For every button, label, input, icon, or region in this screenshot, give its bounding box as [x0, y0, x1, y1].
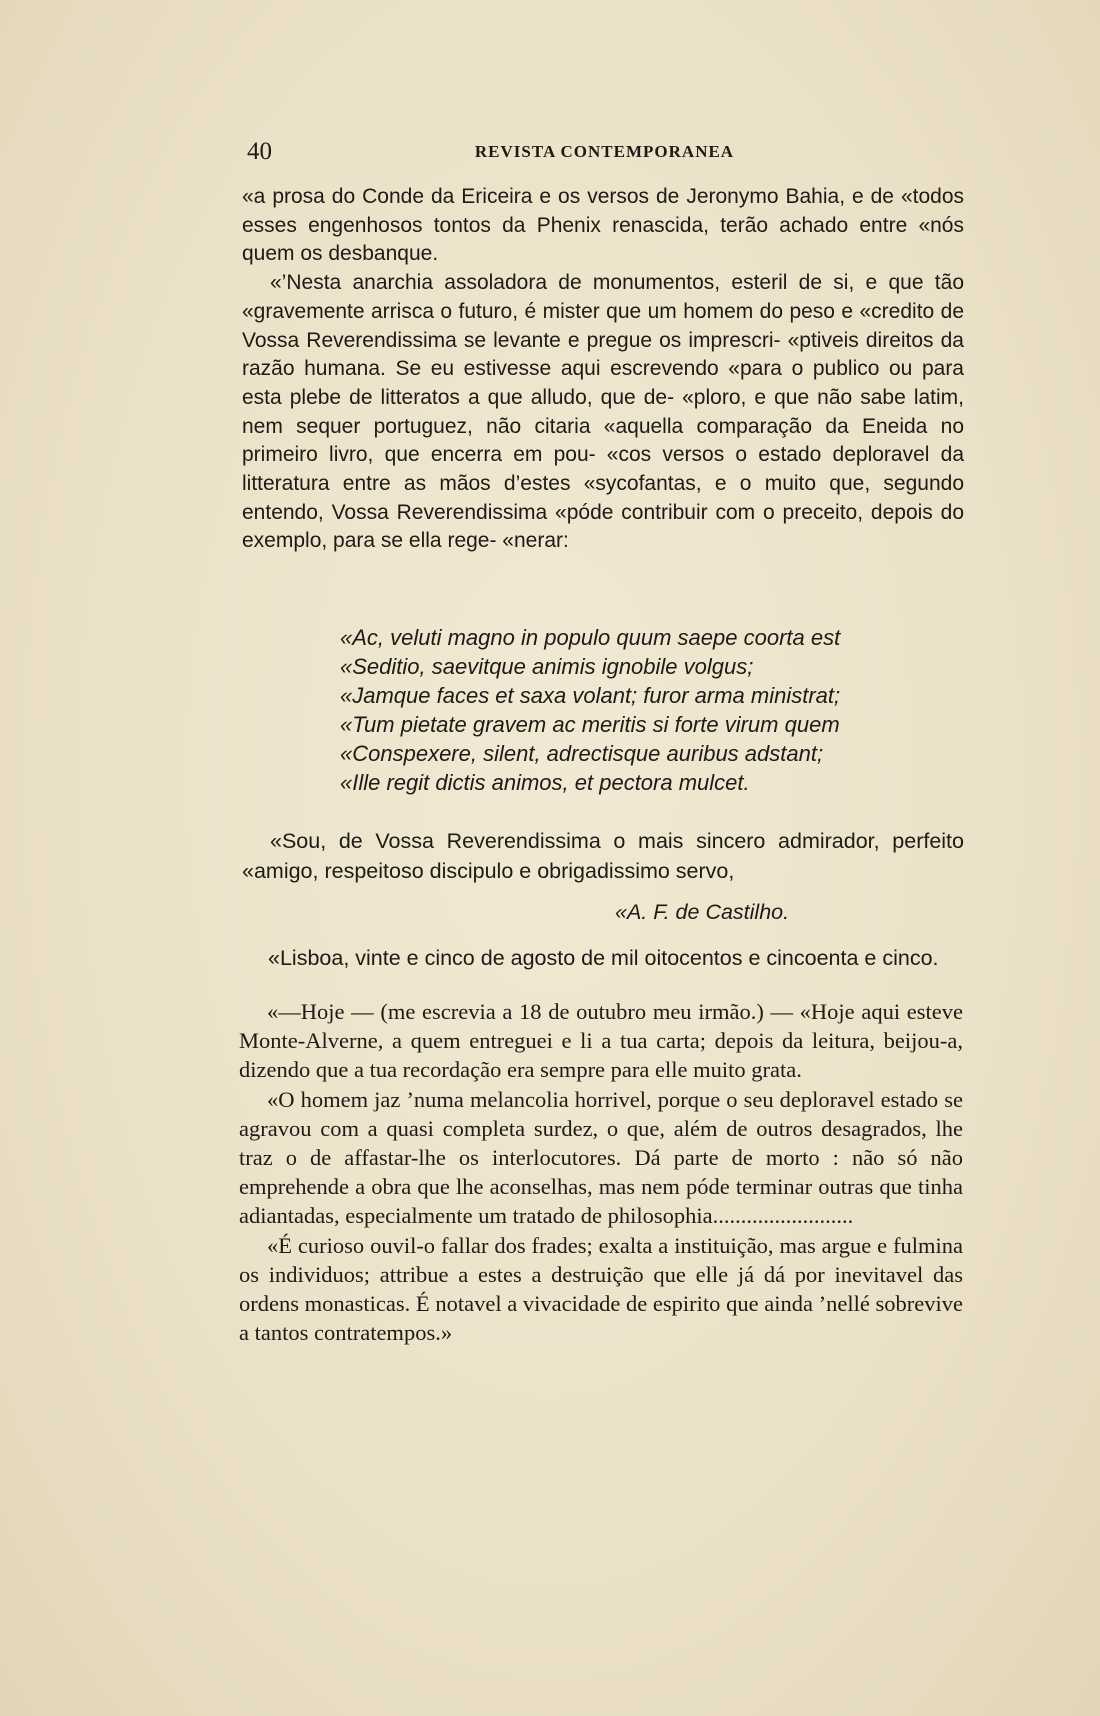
narrative-body	[239, 997, 963, 1347]
narrative-paragraph: «É curioso ouvil-o fallar dos frades; exalta a instituição, mas argue e fulmina os individuos; attribue a estes a destruição que elle já dá por inevitavel das ordens monasticas. É notavel a vivacidade de espirito que ainda ’nellé sobrevive a tantos contratempos.»	[239, 1232, 963, 1346]
verse-line: «Jamque faces et saxa volant; furor arma ministrat;	[340, 683, 841, 708]
narrative-paragraph: «O homem jaz ’numa melancolia horrivel, porque o seu deploravel estado se agravou com a quasi completa surdez, o que, além de outros desagrados, lhe traz o de affastar-lhe os interlocutores. Dá parte de morto : não só não emprehende a obra que lhe aconselhas, mas nem póde terminar outras que tinha adiantadas, especialmente um tratado de philosophia.........................	[239, 1086, 963, 1229]
verse-line: «Tum pietate gravem ac meritis si forte virum quem	[340, 712, 840, 737]
verse-line: «Ac, veluti magno in populo quum saepe coorta est	[340, 625, 841, 650]
letter-date: «Lisboa, vinte e cinco de agosto de mil oitocentos e cincoenta e cinco.	[268, 946, 939, 970]
letter-paragraph: «’Nesta anarchia assoladora de monumentos, esteril de si, e que tão «gravemente arrisca o futuro, é mister que um homem do peso e «credito de Vossa Reverendissima se levante e pregue os imprescri- «ptiveis direitos da razão humana. Se eu estivesse aqui escrevendo «para o publico ou para esta plebe de litteratos a que alludo, que de- «ploro, e que não sabe latim, nem sequer portuguez, não citaria «aquella comparação da Eneida no primeiro livro, que encerra em pou- «cos versos o estado deploravel da litteratura entre as mãos d’estes «sycofantas, e o muito que, segundo entendo, Vossa Reverendissima «póde contribuir com o preceito, depois do exemplo, para se ella rege- «nerar:	[242, 271, 964, 553]
verse-line: «Conspexere, silent, adrectisque auribus adstant;	[340, 741, 824, 766]
latin-quotation	[340, 623, 900, 797]
page-number: 40	[247, 138, 272, 165]
signature: «A. F. de Castilho.	[615, 900, 790, 924]
running-title: REVISTA CONTEMPORANEA	[474, 142, 735, 161]
letter-paragraph: «a prosa do Conde da Ericeira e os versos de Jeronymo Bahia, e de «todos esses engenhosos tontos da Phenix renascida, terão achado entre «nós quem os desbanque.	[242, 185, 964, 266]
page-header	[247, 138, 962, 168]
letter-body	[242, 183, 964, 556]
closing-text: «Sou, de Vossa Reverendissima o mais sincero admirador, perfeito «amigo, respeitoso discipulo e obrigadissimo servo,	[242, 829, 964, 883]
closing-paragraph	[242, 826, 964, 886]
verse-line: «Ille regit dictis animos, et pectora mulcet.	[340, 770, 750, 795]
narrative-paragraph: «—Hoje — (me escrevia a 18 de outubro meu irmão.) — «Hoje aqui esteve Monte-Alverne, a quem entreguei e li a tua carta; depois da leitura, beijou-a, dizendo que a tua recordação era sempre para elle muito grata.	[239, 999, 963, 1083]
verse-line: «Seditio, saevitque animis ignobile volgus;	[340, 654, 754, 679]
